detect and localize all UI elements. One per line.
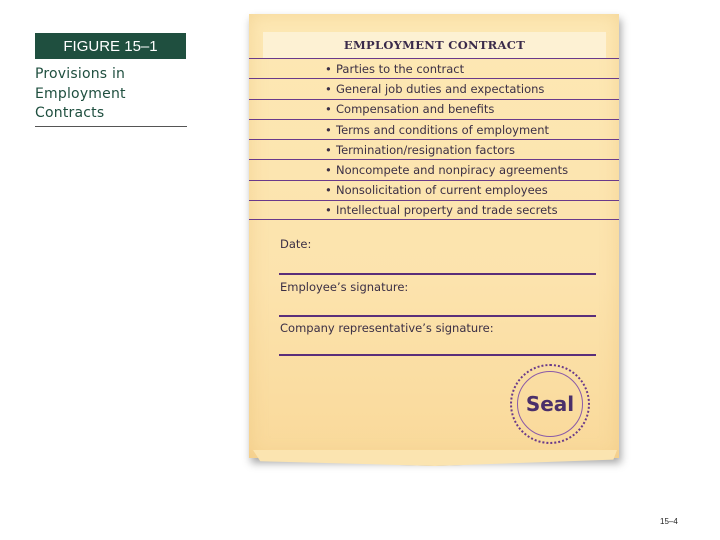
seal-icon xyxy=(510,364,590,444)
bullet-icon: • xyxy=(325,81,332,96)
page-number: 15–4 xyxy=(660,517,678,526)
provision-text: Intellectual property and trade secrets xyxy=(336,203,558,218)
figure-caption: Provisions in Employment Contracts xyxy=(35,66,126,121)
company-signature-label: Company representative’s signature: xyxy=(280,321,494,335)
provision-item xyxy=(249,119,619,139)
provision-text: Termination/resignation factors xyxy=(336,142,516,157)
bullet-icon: • xyxy=(325,163,332,178)
figure-label: FIGURE 15–1 xyxy=(35,33,186,59)
provision-text: Terms and conditions of employment xyxy=(336,122,550,137)
provision-item xyxy=(249,159,619,179)
bullet-icon: • xyxy=(325,61,332,76)
date-label: Date: xyxy=(280,237,312,251)
provision-item xyxy=(249,78,619,98)
bullet-icon: • xyxy=(325,183,332,198)
company-signature-line xyxy=(279,354,596,356)
provision-text: Compensation and benefits xyxy=(336,102,495,117)
employee-signature-line xyxy=(279,315,596,317)
provision-text: General job duties and expectations xyxy=(336,81,545,96)
provision-item xyxy=(249,99,619,119)
bullet-icon: • xyxy=(325,102,332,117)
employee-signature-label: Employee’s signature: xyxy=(280,280,409,294)
bullet-icon: • xyxy=(325,122,332,137)
date-line xyxy=(279,273,596,275)
contract-title: EMPLOYMENT CONTRACT xyxy=(343,38,526,52)
provision-item xyxy=(249,58,619,78)
provision-text: Noncompete and nonpiracy agreements xyxy=(336,163,569,178)
provision-item xyxy=(249,200,619,220)
provision-text: Nonsolicitation of current employees xyxy=(336,183,548,198)
bullet-icon: • xyxy=(325,142,332,157)
provision-item xyxy=(249,180,619,200)
seal-text: Seal xyxy=(517,371,583,437)
provision-item xyxy=(249,139,619,159)
provision-text: Parties to the contract xyxy=(336,61,465,76)
caption-divider xyxy=(35,126,187,127)
provision-list xyxy=(249,58,619,220)
paper-curl xyxy=(253,450,617,466)
bullet-icon: • xyxy=(325,203,332,218)
